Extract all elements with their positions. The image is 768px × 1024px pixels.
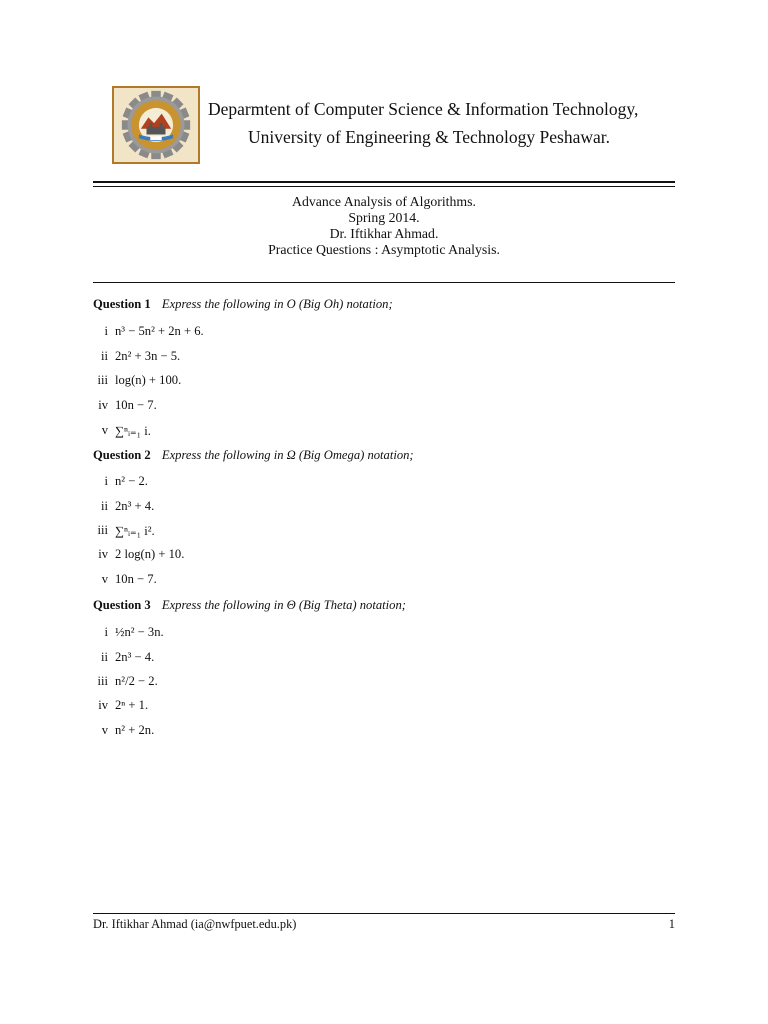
section-rule [93,282,675,283]
list-item [88,373,181,388]
question-prompt: Express the following in Ω (Big Omega) notation; [161,448,414,462]
question-label: Question 3 [93,598,151,612]
item-number: ii [101,499,108,513]
list-item [88,674,158,689]
university-logo [112,86,200,164]
question-2-heading [93,448,414,463]
list-item [88,423,151,439]
item-number: iii [97,523,108,537]
item-expression: n² − 2. [115,474,148,488]
item-number: i [104,474,108,488]
list-item [88,625,164,640]
list-item [88,523,155,539]
item-number: i [104,625,108,639]
gear-seal-icon [114,88,198,162]
footer-rule [93,913,675,914]
list-item [88,572,157,587]
item-number: iii [97,373,108,387]
item-expression: 2n³ + 4. [115,499,155,513]
university-heading: University of Engineering & Technology Peshawar. [248,127,610,147]
question-label: Question 1 [93,297,151,311]
item-expression: n² + 2n. [115,723,155,737]
item-expression: log(n) + 100. [115,373,182,387]
list-item [88,547,184,562]
item-expression: 10n − 7. [115,398,157,412]
item-expression: n³ − 5n² + 2n + 6. [115,324,204,338]
list-item [88,474,148,489]
item-number: i [104,324,108,338]
item-expression: ∑ⁿᵢ₌₁ i². [115,524,155,538]
course-title: Advance Analysis of Algorithms. [292,194,476,209]
list-item [88,398,157,413]
header-rule-bottom [93,186,675,187]
header-rule-top [93,181,675,183]
item-number: ii [101,349,108,363]
item-expression: ∑ⁿᵢ₌₁ i. [115,424,151,438]
list-item [88,349,180,364]
item-number: iv [98,547,108,561]
course-instructor: Dr. Iftikhar Ahmad. [329,226,439,241]
item-number: v [101,423,108,437]
list-item [88,499,154,514]
list-item [88,324,204,339]
department-heading: Deparmtent of Computer Science & Information Technology, [208,99,639,119]
question-prompt: Express the following in Θ (Big Theta) notation; [161,598,406,612]
item-number: v [101,723,108,737]
item-expression: 2 log(n) + 10. [115,547,185,561]
item-expression: 10n − 7. [115,572,157,586]
course-info [0,194,768,258]
item-expression: 2n² + 3n − 5. [115,349,181,363]
item-number: ii [101,650,108,664]
item-expression: 2ⁿ + 1. [115,698,149,712]
item-number: iv [98,698,108,712]
item-number: iv [98,398,108,412]
question-3-heading [93,598,406,613]
question-label: Question 2 [93,448,151,462]
list-item [88,723,154,738]
item-expression: n²/2 − 2. [115,674,158,688]
course-term: Spring 2014. [348,210,420,225]
item-expression: 2n³ − 4. [115,650,155,664]
question-prompt: Express the following in O (Big Oh) notation; [161,297,393,311]
footer-author: Dr. Iftikhar Ahmad (ia@nwfpuet.edu.pk) [93,917,297,931]
list-item [88,650,154,665]
page-footer [93,917,675,932]
item-number: iii [97,674,108,688]
list-item [88,698,148,713]
item-number: v [101,572,108,586]
page-number: 1 [668,917,675,931]
course-topic: Practice Questions : Asymptotic Analysis. [268,242,500,257]
item-expression: ½n² − 3n. [115,625,164,639]
question-1-heading [93,297,393,312]
